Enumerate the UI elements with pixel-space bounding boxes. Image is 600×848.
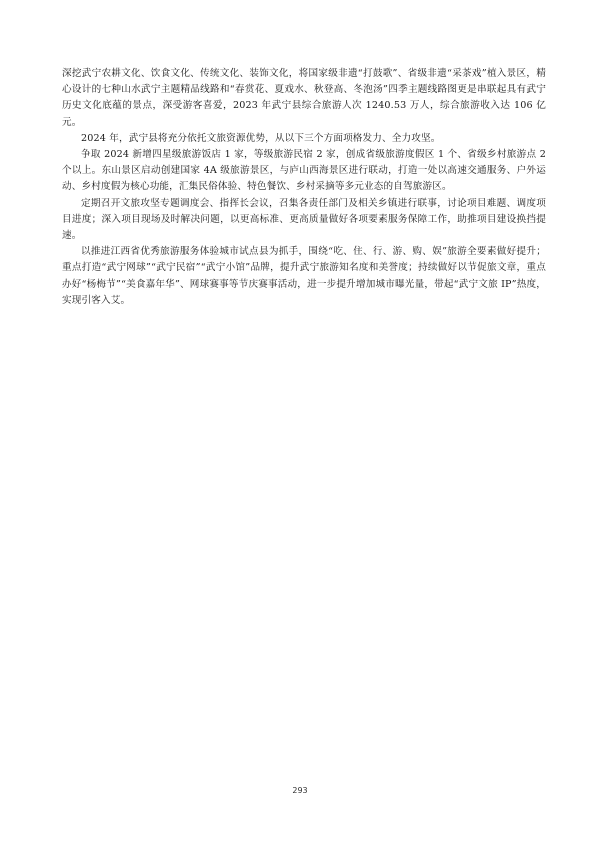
paragraph-cultural-tourism: 深挖武宁农耕文化、饮食文化、传统文化、装饰文化，将国家级非遗“打鼓歌”、省级非遗“采茶戏”植入景区，精心设计的七种山水武宁主题精品线路和“春赏花、夏戏水、秋登高、冬泡汤”四季主题线路图更是串联起具有武宁历史文化底蕴的景点，深受游客喜爱，2023 年武宁县综合旅游人次 1240.53 万人，综合旅游收入达 106 亿元。: [62, 68, 546, 128]
page-number: 293: [292, 786, 308, 795]
paragraph-goals: 争取 2024 新增四星级旅游饭店 1 家，等级旅游民宿 2 家，创成省级旅游度假区 1 个、省级乡村旅游点 2 个以上。东山景区启动创建国家 4A 级旅游景区，与庐山西海景区进行联动，打造一处以高速交通服务、户外运动、乡村度假为核心功能，汇集民俗体验、特色餐饮、乡村采摘等多元业态的自驾旅游区。: [62, 149, 546, 193]
document-body: [62, 66, 546, 309]
paragraph-meetings: 定期召开文旅攻坚专题调度会、指挥长会议，召集各责任部门及相关乡镇进行联事，讨论项目难题、调度项目进度；深入项目现场及时解决问题，以更高标准、更高质量做好各项要素服务保障工作，助推项目建设换挡提速。: [62, 197, 546, 242]
paragraph-brand-promotion: 以推进江西省优秀旅游服务体验城市试点县为抓手，围绕“吃、住、行、游、购、娱”旅游全要素做好提升；重点打造“武宁网球”“武宁民宿”“武宁小馆”品牌，提升武宁旅游知名度和美誉度；持续做好以节促旅文章，重点办好“杨梅节”“美食嘉年华”、网球赛事等节庆赛事活动，进一步提升增加城市曝光量，带起“武宁文旅 IP”热度，实现引客入艾。: [62, 246, 546, 306]
paragraph-2024-intro: 2024 年，武宁县将充分依托文旅资源优势，从以下三个方面项格发力、全力攻坚。: [81, 132, 441, 144]
